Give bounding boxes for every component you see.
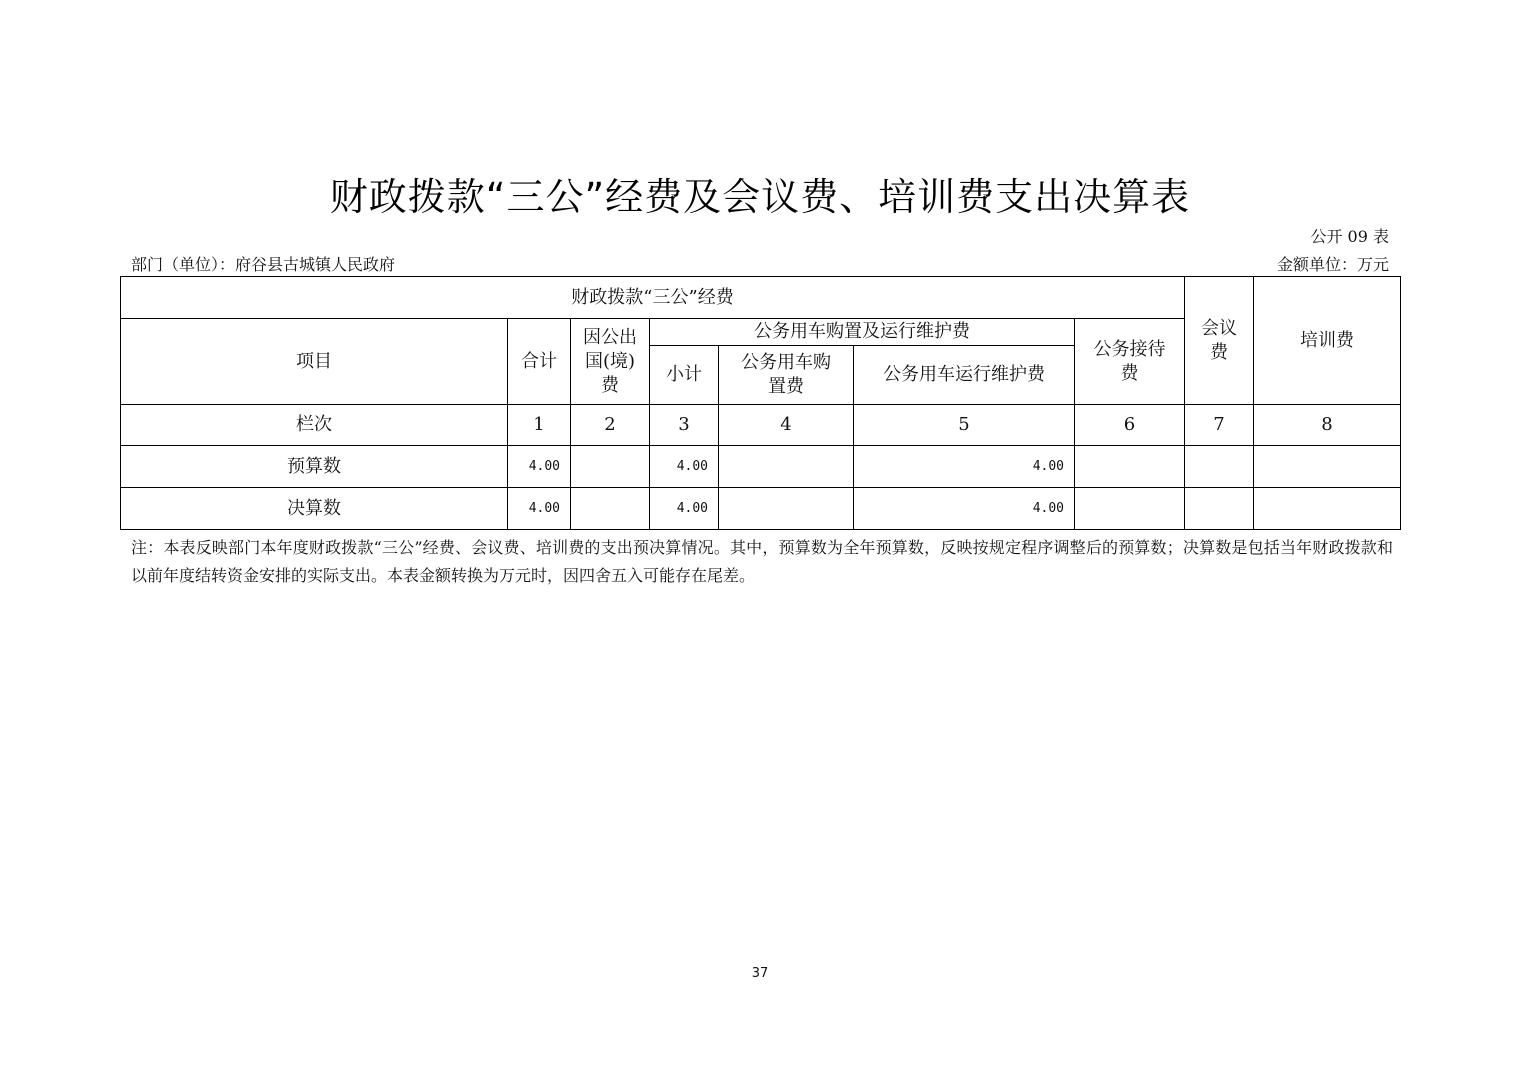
header-reception xyxy=(1075,319,1185,405)
header-abroad xyxy=(571,319,650,405)
header-vehicle-purchase xyxy=(719,346,854,405)
table-cell: 4.00 xyxy=(650,446,719,488)
table-cell xyxy=(719,446,854,488)
column-index-cell: 4 xyxy=(719,405,854,446)
table-cell xyxy=(571,446,650,488)
header-row-1 xyxy=(121,277,1401,319)
row-label: 预算数 xyxy=(121,446,508,488)
table-row-budget xyxy=(121,446,1401,488)
header-abroad-text: 因公出国(境)费 xyxy=(583,326,637,396)
header-sangong: 财政拨款“三公”经费 xyxy=(121,277,1185,319)
column-index-label: 栏次 xyxy=(121,405,508,446)
department-label: 部门（单位）：府谷县古城镇人民政府 xyxy=(131,255,396,274)
table-cell xyxy=(571,488,650,530)
column-index-row xyxy=(121,405,1401,446)
header-reception-text: 公务接待费 xyxy=(1093,338,1166,384)
column-index-cell: 3 xyxy=(650,405,719,446)
table-cell xyxy=(1185,446,1254,488)
table-note: 注：本表反映部门本年度财政拨款“三公”经费、会议费、培训费的支出预决算情况。其中，预算数为全年预算数，反映按规定程序调整后的预算数；决算数是包括当年财政拨款和以前年度结转资金安排的实际支出。本表金额转换为万元时，因四舍五入可能存在尾差。 xyxy=(131,538,1393,585)
header-vehicle: 公务用车购置及运行维护费 xyxy=(650,319,1075,346)
column-index-cell: 5 xyxy=(854,405,1075,446)
table-cell: 4.00 xyxy=(854,488,1075,530)
header-training: 培训费 xyxy=(1254,277,1401,405)
header-meeting-text: 会议费 xyxy=(1201,317,1237,363)
expense-table xyxy=(120,276,1401,530)
header-vehicle-purchase-text: 公务用车购置费 xyxy=(741,352,831,397)
header-item: 项目 xyxy=(121,319,508,405)
header-vehicle-subtotal: 小计 xyxy=(650,346,719,405)
table-cell xyxy=(1075,488,1185,530)
table-number: 公开 09 表 xyxy=(1310,227,1389,246)
column-index-cell: 2 xyxy=(571,405,650,446)
table-cell: 4.00 xyxy=(854,446,1075,488)
row-label: 决算数 xyxy=(121,488,508,530)
table-row-final xyxy=(121,488,1401,530)
column-index-cell: 6 xyxy=(1075,405,1185,446)
column-index-cell: 1 xyxy=(508,405,571,446)
table-cell: 4.00 xyxy=(508,446,571,488)
table-cell xyxy=(1254,488,1401,530)
table-cell: 4.00 xyxy=(508,488,571,530)
column-index-cell: 8 xyxy=(1254,405,1401,446)
header-total: 合计 xyxy=(508,319,571,405)
header-vehicle-operation: 公务用车运行维护费 xyxy=(854,346,1075,405)
column-index-cell: 7 xyxy=(1185,405,1254,446)
table-cell xyxy=(719,488,854,530)
table-cell xyxy=(1075,446,1185,488)
page-number: 37 xyxy=(751,966,769,981)
table-cell: 4.00 xyxy=(650,488,719,530)
page-title: 财政拨款“三公”经费及会议费、培训费支出决算表 xyxy=(329,175,1191,219)
header-meeting xyxy=(1185,277,1254,405)
table-cell xyxy=(1185,488,1254,530)
table-cell xyxy=(1254,446,1401,488)
amount-unit-label: 金额单位：万元 xyxy=(1276,255,1389,274)
